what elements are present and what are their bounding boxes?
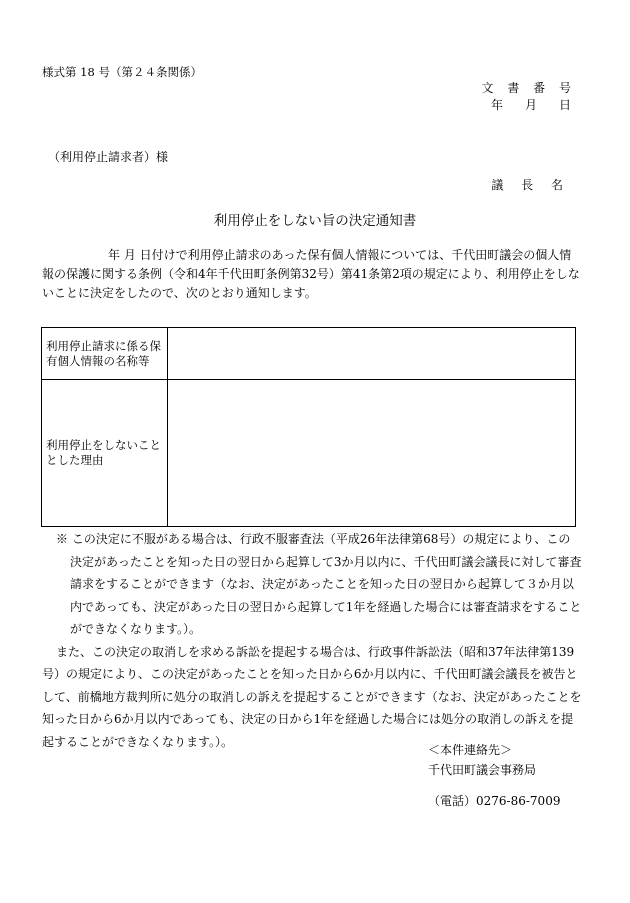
note-paragraph-lawsuit: また、この決定の取消しを求める訴訟を提起する場合は、行政事件訴訟法（昭和37年法律第139号）の規定により、この決定があったことを知った日から6か月以内に、千代田町議会議長を被告として、前橋地方裁判所に処分の取消しの訴えを提起することができます（なお、決定があったことを知った日から6か月以内であっても、決定の日から1年を経過した場合には処分の取消しの訴えを提起することができなくなります。）。 — [42, 644, 582, 749]
row-label-info-name: 利用停止請求に係る保有個人情報の名称等 — [42, 328, 168, 380]
notice-body: 年 月 日付けで利用停止請求のあった保有個人情報については、千代田町議会の個人情報の保護に関する条例（令和4年千代田町条例第32号）第41条第2項の規定により、利用停止をしないことに決定をしたので、次のとおり通知します。 — [42, 248, 580, 300]
contact-office: 千代田町議会事務局 — [428, 763, 537, 777]
document-title: 利用停止をしない旨の決定通知書 — [213, 213, 417, 229]
addressee: （利用停止請求者）様 — [48, 150, 169, 164]
document-number: 文 書 番 号 — [481, 81, 576, 95]
contact-block — [428, 740, 536, 780]
appeal-note — [42, 528, 582, 753]
contact-phone: （電話）0276-86-7009 — [428, 794, 561, 808]
table-row — [42, 380, 576, 527]
document-date: 年 月 日 — [490, 98, 576, 112]
form-number: 様式第 18 号（第２４条関係） — [42, 65, 202, 79]
row-value-info-name — [168, 328, 576, 380]
contact-heading: ＜本件連絡先＞ — [428, 743, 513, 757]
chairperson-name: 議 長 名 — [491, 178, 570, 192]
note-paragraph-review: ※ この決定に不服がある場合は、行政不服審査法（平成26年法律第68号）の規定により、この決定があったことを知った日の翌日から起算して3か月以内に、千代田町議会議長に対して審査請求をすることができます（なお、決定があったことを知った日の翌日から起算して３か月以内であっても、決定があった日の翌日から起算して1年を経過した場合には審査請求をすることができなくなります。）。 — [56, 532, 582, 636]
row-label-reason: 利用停止をしないこととした理由 — [42, 380, 168, 527]
document-number-block — [482, 80, 576, 114]
table-row — [42, 328, 576, 380]
info-table — [41, 327, 576, 527]
row-value-reason — [168, 380, 576, 527]
